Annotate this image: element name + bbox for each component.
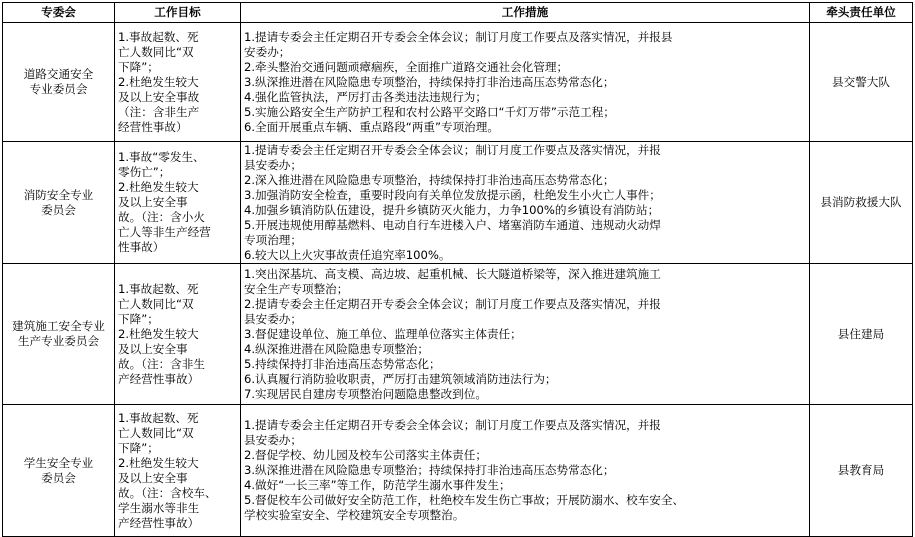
- work-goals: [115, 142, 241, 264]
- work-measures-line: 2.督促学校、幼儿园及校车公司落实主体责任；: [244, 448, 487, 462]
- committee-name-line: 委员会: [41, 202, 76, 217]
- committee-name-line: 消防安全专业: [23, 187, 94, 202]
- lead-unit: 县住建局: [810, 264, 913, 405]
- work-measures-line: 县安委办；: [244, 433, 302, 447]
- work-goals-line: 1.事故起数、死: [118, 281, 199, 296]
- work-goals-line: 及以上安全事: [118, 470, 188, 485]
- work-measures-line: 安委办；: [244, 44, 291, 59]
- committee-name: [3, 264, 115, 405]
- work-measures-line: 1.提请专委会主任定期召开专委会全体会议；制订月度工作要点及落实情况，并报: [244, 418, 661, 432]
- header-row: [3, 3, 913, 23]
- work-goals-line: 亡人数同比“双: [118, 425, 194, 440]
- work-measures-line: 安全生产专项整治；: [244, 281, 349, 296]
- work-goals-line: 及以上安全事故: [118, 89, 200, 104]
- work-measures: [241, 405, 810, 537]
- lead-unit: 县消防救援大队: [810, 142, 913, 264]
- work-goals-line: 2.杜绝发生较大: [118, 326, 199, 341]
- committee-name-line: 道路交通安全: [23, 67, 94, 81]
- work-goals-line: 学生溺水等非生: [118, 500, 200, 515]
- work-goals-line: 故。（注：含小火: [118, 210, 205, 224]
- work-measures-line: 6.较大以上火灾事故责任追究率100%。: [244, 247, 451, 262]
- committee-name: [3, 405, 115, 537]
- work-measures-line: 6.全面开展重点车辆、重点路段“两重”专项治理。: [244, 119, 499, 134]
- work-measures-line: 6.认真履行消防验收职责，严厉打击建筑领域消防违法行为；: [244, 371, 557, 386]
- work-goals-line: 经营性事故）: [118, 119, 188, 134]
- work-measures-line: 3.加强消防安全检查，重要时段向有关单位发放提示函，杜绝发生小火亡人事件；: [244, 187, 661, 202]
- work-goals-line: 下降”；: [118, 440, 159, 455]
- committee-name-line: 建筑施工安全专业: [12, 319, 105, 333]
- work-goals-line: 故。（注：含非生: [118, 356, 205, 371]
- work-goals-line: 产经营性事故）: [118, 371, 200, 386]
- table-row: [3, 405, 913, 537]
- work-measures-line: 2.牵头整治交通问题顽瘴痼疾，全面推广道路交通社会化管理；: [244, 59, 569, 74]
- work-measures: [241, 23, 810, 142]
- work-measures-line: 5.开展违规使用醇基燃料、电动自行车进楼入户、堵塞消防车通道、违规动火动焊: [244, 217, 661, 232]
- table-row: [3, 264, 913, 405]
- work-goals: [115, 264, 241, 405]
- work-goals-line: 零伤亡”；: [118, 165, 171, 179]
- lead-unit: 县教育局: [810, 405, 913, 537]
- work-measures-line: 3.督促建设单位、施工单位、监理单位落实主体责任；: [244, 326, 522, 341]
- work-measures-line: 5.督促校车公司做好安全防范工作，杜绝校车发生伤亡事故；开展防溺水、校车安全、: [244, 493, 685, 507]
- committee-table: [2, 2, 913, 537]
- work-goals-line: 产经营性事故）: [118, 515, 200, 530]
- committee-name-line: 生产专业委员会: [17, 334, 100, 348]
- work-measures-line: 4.纵深推进潜在风险隐患专项整治；: [244, 341, 429, 356]
- work-goals-line: 故。（注：含校车、: [118, 485, 217, 500]
- work-measures-line: 5.实施公路安全生产防护工程和农村公路平交路口“千灯万带”示范工程；: [244, 104, 615, 119]
- header-committee: 专委会: [3, 3, 115, 23]
- work-measures-line: 7.实现居民自建房专项整治问题隐患整改到位。: [244, 386, 487, 401]
- work-goals-line: 亡人数同比“双: [118, 44, 194, 59]
- work-goals-line: 下降”；: [118, 59, 159, 74]
- committee-name: [3, 23, 115, 142]
- work-goals-line: 1.事故“零发生、: [118, 150, 205, 164]
- work-measures-line: 3.纵深推进潜在风险隐患专项整治；持续保持打非治违高压态势常态化；: [244, 463, 615, 477]
- work-goals-line: 1.事故起数、死: [118, 29, 199, 44]
- work-measures-line: 3.纵深推进潜在风险隐患专项整治，持续保持打非治违高压态势常态化；: [244, 74, 615, 89]
- work-goals-line: 亡人数同比“双: [118, 296, 194, 311]
- header-measures: 工作措施: [241, 3, 810, 23]
- work-goals-line: （注：含非生产: [118, 104, 200, 119]
- work-measures-line: 1.突出深基坑、高支模、高边坡、起重机械、长大隧道桥梁等，深入推进建筑施工: [244, 266, 661, 281]
- work-goals-line: 2.杜绝发生较大: [118, 455, 199, 470]
- work-measures-line: 2.提请专委会主任定期召开专委会全体会议；制订月度工作要点及落实情况，并报: [244, 296, 661, 311]
- work-measures-line: 4.做好“一长三率”等工作，防范学生溺水事件发生；: [244, 478, 511, 492]
- work-goals-line: 性事故）: [118, 240, 165, 254]
- work-measures-line: 4.加强乡镇消防队伍建设，提升乡镇防灭火能力，力争100%的乡镇设有消防站；: [244, 202, 660, 217]
- header-goals: 工作目标: [115, 3, 241, 23]
- table-row: [3, 142, 913, 264]
- work-measures-line: 4.强化监管执法，严厉打击各类违法违规行为；: [244, 89, 487, 104]
- work-goals: [115, 23, 241, 142]
- work-measures-line: 1.提请专委会主任定期召开专委会全体会议；制订月度工作要点及落实情况，并报县: [244, 29, 673, 44]
- work-goals-line: 下降”；: [118, 311, 159, 326]
- work-measures: [241, 142, 810, 264]
- work-goals-line: 亡人等非生产经营: [118, 225, 211, 239]
- work-goals-line: 1.事故起数、死: [118, 410, 199, 425]
- work-goals-line: 及以上安全事: [118, 195, 188, 209]
- work-goals: [115, 405, 241, 537]
- work-measures-line: 1.提请专委会主任定期召开专委会全体会议；制订月度工作要点及落实情况，并报: [244, 142, 661, 157]
- lead-unit: 县交警大队: [810, 23, 913, 142]
- committee-name-line: 学生安全专业: [23, 455, 94, 470]
- committee-name: [3, 142, 115, 264]
- header-unit: 牵头责任单位: [810, 3, 913, 23]
- work-measures-line: 5.持续保持打非治违高压态势常态化；: [244, 356, 441, 371]
- work-goals-line: 2.杜绝发生较大: [118, 180, 199, 194]
- work-measures-line: 县安委办；: [244, 157, 302, 172]
- work-measures-line: 2.深入推进潜在风险隐患专项整治，持续保持打非治违高压态势常态化；: [244, 172, 615, 187]
- work-goals-line: 2.杜绝发生较大: [118, 74, 199, 89]
- work-measures-line: 学校实验室安全、学校建筑安全专项整治。: [244, 508, 465, 522]
- work-goals-line: 及以上安全事: [118, 341, 188, 356]
- work-measures: [241, 264, 810, 405]
- committee-name-line: 专业委员会: [29, 82, 88, 96]
- table-row: [3, 23, 913, 142]
- committee-name-line: 委员会: [41, 470, 76, 485]
- work-measures-line: 专项治理；: [244, 232, 302, 247]
- work-measures-line: 县安委办；: [244, 311, 302, 326]
